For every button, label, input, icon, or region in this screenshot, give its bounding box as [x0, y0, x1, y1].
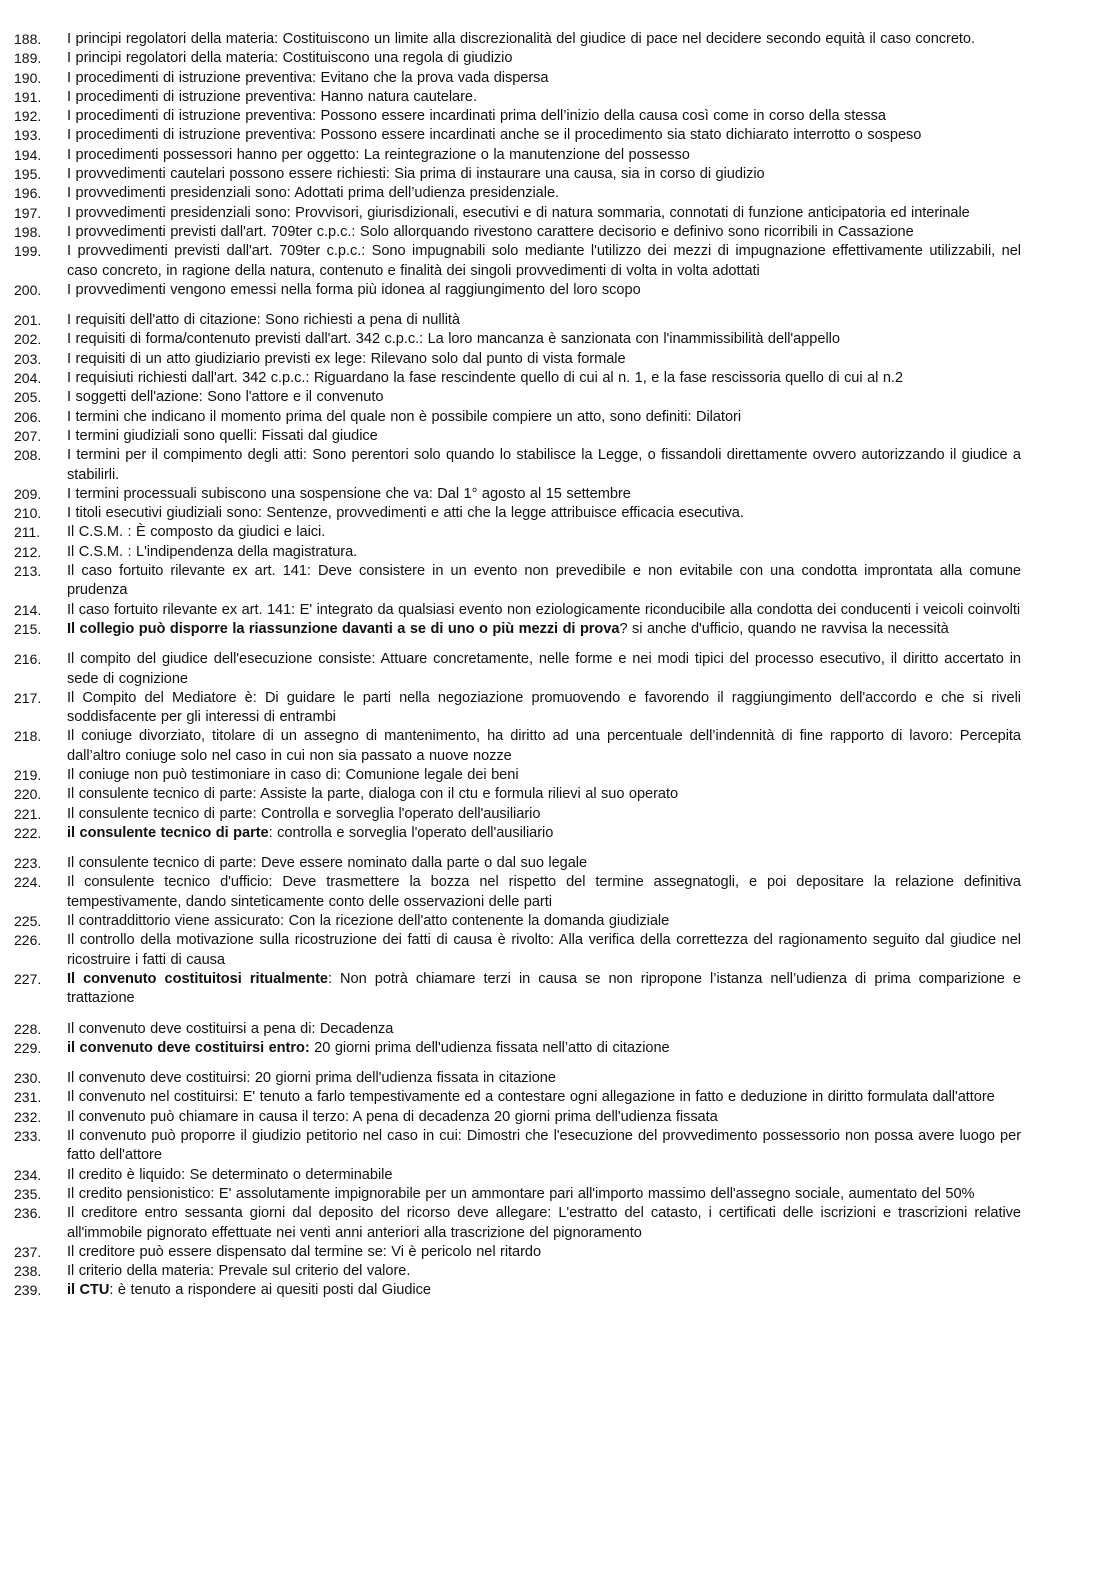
- item-plain-text: Il caso fortuito rilevante ex art. 141: E' integrato da qualsiasi evento non eziologicamente riconducibile alla condotta dei conducenti i veicoli coinvolti: [67, 601, 1021, 618]
- item-number: 226.: [14, 932, 42, 949]
- list-item: [0, 107, 1116, 126]
- item-number: 223.: [14, 855, 42, 872]
- item-text: [67, 388, 1021, 407]
- list-item: [0, 427, 1116, 446]
- item-text: [67, 824, 1021, 843]
- list-item: [0, 689, 1116, 728]
- item-number: 204.: [14, 370, 42, 387]
- item-bold-text: il CTU: [67, 1282, 110, 1299]
- item-plain-text: : Non potrà chiamare terzi in causa se non ripropone l’istanza nell’udienza di prima comparizione e trattazione: [67, 970, 1022, 1007]
- item-text: [67, 69, 1021, 88]
- item-number: 234.: [14, 1166, 42, 1183]
- list-item: [0, 88, 1116, 107]
- list-item: [0, 1039, 1116, 1058]
- item-number: 233.: [14, 1128, 42, 1145]
- item-number: 200.: [14, 281, 42, 298]
- item-plain-text: I termini giudiziali sono quelli: Fissati dal giudice: [67, 427, 378, 444]
- list-item: [0, 931, 1116, 970]
- item-plain-text: Il caso fortuito rilevante ex art. 141: Deve consistere in un evento non prevedibile e non evitabile con una condotta improntata alla comune prudenza: [67, 563, 1021, 599]
- item-text: [67, 1281, 1021, 1300]
- item-plain-text: Il contraddittorio viene assicurato: Con la ricezione dell'atto contenente la domanda giudiziale: [67, 913, 670, 930]
- item-plain-text: I procedimenti di istruzione preventiva: Evitano che la prova vada dispersa: [67, 69, 549, 86]
- item-text: [67, 523, 1021, 542]
- item-plain-text: Il convenuto deve costituirsi: 20 giorni prima dell'udienza fissata in citazione: [67, 1070, 556, 1087]
- item-plain-text: I principi regolatori della materia: Costituiscono una regola di giudizio: [67, 50, 513, 67]
- item-number: 230.: [14, 1070, 42, 1087]
- item-number: 225.: [14, 913, 42, 930]
- list-item: [0, 1166, 1116, 1185]
- item-plain-text: I requisiti di forma/contenuto previsti dall'art. 342 c.p.c.: La loro mancanza è sanzionata con l'inammissibilità dell'appello: [67, 331, 840, 348]
- item-text: [67, 30, 1021, 49]
- item-number: 189.: [14, 50, 42, 67]
- item-text: [67, 427, 1021, 446]
- item-number: 211.: [14, 524, 41, 541]
- item-number: 237.: [14, 1243, 42, 1260]
- item-number: 190.: [14, 69, 42, 86]
- item-text: [67, 184, 1021, 203]
- item-number: 239.: [14, 1282, 42, 1299]
- item-number: 238.: [14, 1263, 42, 1280]
- item-text: [67, 620, 1021, 639]
- item-plain-text: I procedimenti di istruzione preventiva: Hanno natura cautelare.: [67, 88, 477, 105]
- item-text: [67, 126, 1021, 145]
- item-number: 199.: [14, 243, 42, 260]
- item-number: 212.: [14, 543, 42, 560]
- item-plain-text: Il compito del giudice dell'esecuzione consiste: Attuare concretamente, nelle forme e nei modi tipici del processo esecutivo, il diritto accertato in sede di cognizione: [67, 651, 1021, 687]
- item-plain-text: Il creditore entro sessanta giorni dal deposito del ricorso deve allegare: L'estratto del catasto, i certificati delle iscrizioni e trascrizioni relative all'immobile pignorato effettuate nei venti anni anteriori alla trascrizione del pignoramento: [67, 1205, 1021, 1241]
- item-plain-text: Il convenuto deve costituirsi a pena di: Decadenza: [67, 1020, 394, 1037]
- item-text: [67, 504, 1021, 523]
- list-item: [0, 727, 1116, 766]
- item-text: [67, 727, 1021, 766]
- item-plain-text: Il controllo della motivazione sulla ricostruzione dei fatti di causa è rivolto: Alla verifica della correttezza del ragionamento seguito dal giudice nel ricostruire i fatti di causa: [67, 932, 1021, 968]
- item-number: 236.: [14, 1205, 42, 1222]
- item-plain-text: I provvedimenti presidenziali sono: Adottati prima dell’udienza presidenziale.: [67, 185, 560, 202]
- item-plain-text: ? si anche d'ufficio, quando ne ravvisa la necessità: [619, 620, 949, 637]
- list-item: [0, 311, 1116, 330]
- list-item: [0, 562, 1116, 601]
- item-number: 227.: [14, 970, 42, 987]
- list-item: [0, 330, 1116, 349]
- item-plain-text: Il consulente tecnico d'ufficio: Deve trasmettere la bozza nel rispetto del termine assegnatogli, e poi depositare la relazione definitiva tempestivamente, dando sinteticamente conto delle osservazioni delle parti: [67, 874, 1021, 910]
- item-text: [67, 1243, 1021, 1262]
- list-item: [0, 281, 1116, 300]
- item-number: 192.: [14, 108, 42, 125]
- item-number: 196.: [14, 185, 42, 202]
- item-plain-text: I provvedimenti presidenziali sono: Provvisori, giurisdizionali, esecutivi e di natura sommaria, connotati di funzione anticipatoria ed interinale: [67, 204, 970, 221]
- item-plain-text: I termini per il compimento degli atti: Sono perentori solo quando lo stabilisce la Legge, o fissandoli direttamente ovvero autorizzando il giudice a stabilirli.: [67, 447, 1021, 483]
- item-plain-text: Il criterio della materia: Prevale sul criterio del valore.: [67, 1263, 411, 1280]
- item-text: [67, 970, 1021, 1009]
- item-number: 207.: [14, 427, 42, 444]
- item-number: 220.: [14, 786, 42, 803]
- item-text: [67, 562, 1021, 601]
- document-page: [0, 30, 1116, 1301]
- item-plain-text: I provvedimenti cautelari possono essere richiesti: Sia prima di instaurare una causa, sia in corso di giudizio: [67, 166, 765, 183]
- list-item: [0, 146, 1116, 165]
- item-text: [67, 330, 1021, 349]
- item-number: 213.: [14, 563, 42, 580]
- item-text: [67, 146, 1021, 165]
- item-text: [67, 88, 1021, 107]
- item-number: 194.: [14, 146, 42, 163]
- item-number: 228.: [14, 1020, 42, 1037]
- list-item: [0, 369, 1116, 388]
- list-item: [0, 1262, 1116, 1281]
- item-text: [67, 1262, 1021, 1281]
- list-item: [0, 1020, 1116, 1039]
- item-text: [67, 1204, 1021, 1243]
- item-number: 195.: [14, 166, 42, 183]
- item-text: [67, 311, 1021, 330]
- item-text: [67, 650, 1021, 689]
- item-text: [67, 223, 1021, 242]
- item-text: [67, 1069, 1021, 1088]
- list-item: [0, 388, 1116, 407]
- item-number: 197.: [14, 204, 42, 221]
- list-item: [0, 620, 1116, 639]
- item-plain-text: I soggetti dell'azione: Sono l'attore e il convenuto: [67, 389, 384, 406]
- list-item: [0, 785, 1116, 804]
- list-item: [0, 223, 1116, 242]
- list-item: [0, 543, 1116, 562]
- item-number: 206.: [14, 408, 42, 425]
- list-item: [0, 350, 1116, 369]
- item-text: [67, 369, 1021, 388]
- item-plain-text: Il convenuto può proporre il giudizio petitorio nel caso in cui: Dimostri che l'esecuzione del provvedimento possessorio non possa avere luogo per fatto dell'attore: [67, 1128, 1021, 1164]
- item-plain-text: I termini che indicano il momento prima del quale non è possibile compiere un atto, sono definiti: Dilatori: [67, 408, 742, 425]
- item-number: 215.: [14, 620, 42, 637]
- item-text: [67, 873, 1021, 912]
- item-plain-text: I provvedimenti previsti dall'art. 709ter c.p.c.: Sono impugnabili solo mediante l'utilizzo dei mezzi di impugnazione effettivamente utilizzabili, nel caso concreto, in ragione della natura, contenuto e finalità dei singoli provvedimenti di volta in volta adottati: [67, 243, 1021, 279]
- list-item: [0, 1127, 1116, 1166]
- list-item: [0, 49, 1116, 68]
- item-plain-text: 20 giorni prima dell'udienza fissata nell’atto di citazione: [309, 1039, 670, 1056]
- list-item: [0, 1108, 1116, 1127]
- item-text: [67, 931, 1021, 970]
- item-number: 216.: [14, 651, 42, 668]
- item-plain-text: I procedimenti di istruzione preventiva: Possono essere incardinati prima dell’inizio della causa così come in corso della stessa: [67, 108, 886, 125]
- item-number: 191.: [14, 88, 42, 105]
- item-number: 198.: [14, 223, 42, 240]
- list-item: [0, 601, 1116, 620]
- item-plain-text: I procedimenti possessori hanno per oggetto: La reintegrazione o la manutenzione del possesso: [67, 146, 690, 163]
- list-item: [0, 650, 1116, 689]
- item-number: 214.: [14, 601, 42, 618]
- item-number: 219.: [14, 766, 42, 783]
- item-text: [67, 242, 1021, 281]
- item-number: 193.: [14, 127, 42, 144]
- item-text: [67, 1039, 1021, 1058]
- item-text: [67, 1108, 1021, 1127]
- item-text: [67, 543, 1021, 562]
- item-text: [67, 1185, 1021, 1204]
- item-number: 235.: [14, 1185, 42, 1202]
- item-plain-text: Il credito pensionistico: E' assolutamente impignorabile per un ammontare pari all'importo massimo dell'assegno sociale, aumentato del 50%: [67, 1185, 975, 1202]
- item-bold-text: il convenuto deve costituirsi entro:: [67, 1039, 310, 1056]
- list-item: [0, 165, 1116, 184]
- item-text: [67, 1020, 1021, 1039]
- item-bold-text: Il convenuto costituitosi ritualmente: [67, 970, 328, 987]
- item-number: 210.: [14, 505, 42, 522]
- item-number: 221.: [14, 805, 42, 822]
- item-plain-text: Il C.S.M. : È composto da giudici e laici.: [67, 524, 326, 541]
- list-item: [0, 1243, 1116, 1262]
- item-text: [67, 446, 1021, 485]
- item-text: [67, 107, 1021, 126]
- item-plain-text: Il credito è liquido: Se determinato o determinabile: [67, 1166, 393, 1183]
- item-text: [67, 601, 1021, 620]
- item-text: [67, 1166, 1021, 1185]
- list-item: [0, 912, 1116, 931]
- list-item: [0, 446, 1116, 485]
- item-plain-text: Il convenuto nel costituirsi: E' tenuto a farlo tempestivamente ed a contestare ogni allegazione in fatto e deduzione in diritto formulata dall'attore: [67, 1089, 995, 1106]
- item-plain-text: Il convenuto può chiamare in causa il terzo: A pena di decadenza 20 giorni prima dell'udienza fissata: [67, 1108, 718, 1125]
- item-plain-text: Il Compito del Mediatore è: Di guidare le parti nella negoziazione promuovendo e favorendo il raggiungimento dell'accordo e che si riveli soddisfacente per gli interessi di entrambi: [67, 689, 1021, 726]
- item-text: [67, 49, 1021, 68]
- list-item: [0, 766, 1116, 785]
- item-plain-text: I termini processuali subiscono una sospensione che va: Dal 1° agosto al 15 settembre: [67, 485, 631, 502]
- item-number: 229.: [14, 1039, 42, 1056]
- list-item: [0, 970, 1116, 1009]
- item-text: [67, 165, 1021, 184]
- item-bold-text: il consulente tecnico di parte: [67, 824, 269, 841]
- list-item: [0, 854, 1116, 873]
- item-number: 232.: [14, 1108, 42, 1125]
- item-number: 209.: [14, 485, 42, 502]
- item-plain-text: I requisiuti richiesti dall'art. 342 c.p.c.: Riguardano la fase rescindente quello di cui al n. 1, e la fase rescissoria quello di cui al n.2: [67, 370, 903, 387]
- list-item: [0, 873, 1116, 912]
- item-plain-text: : controlla e sorveglia l'operato dell'ausiliario: [268, 824, 554, 841]
- list-item: [0, 1281, 1116, 1300]
- item-text: [67, 485, 1021, 504]
- item-plain-text: I requisiti di un atto giudiziario previsti ex lege: Rilevano solo dal punto di vista formale: [67, 350, 626, 367]
- item-plain-text: Il creditore può essere dispensato dal termine se: Vi è pericolo nel ritardo: [67, 1243, 542, 1260]
- list-item: [0, 1088, 1116, 1107]
- list-item: [0, 504, 1116, 523]
- list-item: [0, 485, 1116, 504]
- item-plain-text: I requisiti dell'atto di citazione: Sono richiesti a pena di nullità: [67, 312, 460, 329]
- item-number: 205.: [14, 389, 42, 406]
- list-item: [0, 805, 1116, 824]
- item-plain-text: I procedimenti di istruzione preventiva: Possono essere incardinati anche se il procedimento sia stato dichiarato interrotto o sospeso: [67, 127, 922, 144]
- list-item: [0, 69, 1116, 88]
- list-item: [0, 30, 1116, 49]
- item-number: 231.: [14, 1089, 42, 1106]
- item-plain-text: Il C.S.M. : L'indipendenza della magistratura.: [67, 543, 358, 560]
- item-number: 218.: [14, 728, 42, 745]
- item-plain-text: I principi regolatori della materia: Costituiscono un limite alla discrezionalità del giudice di pace nel decidere secondo equità il caso concreto.: [67, 31, 975, 47]
- item-plain-text: Il coniuge non può testimoniare in caso di: Comunione legale dei beni: [67, 766, 519, 783]
- item-text: [67, 281, 1021, 300]
- item-number: 202.: [14, 331, 42, 348]
- item-number: 222.: [14, 824, 42, 841]
- item-text: [67, 1127, 1021, 1166]
- item-plain-text: Il coniuge divorziato, titolare di un assegno di mantenimento, ha diritto ad una percentuale dell’indennità di fine rapporto di lavoro: Percepita dall’altro coniuge solo nel caso in cui non sia passato a nuove nozze: [67, 728, 1021, 764]
- list-item: [0, 242, 1116, 281]
- item-plain-text: I provvedimenti previsti dall'art. 709ter c.p.c.: Solo allorquando rivestono carattere decisorio e definivo sono ricorribili in Cassazione: [67, 223, 914, 240]
- item-number: 203.: [14, 350, 42, 367]
- item-text: [67, 766, 1021, 785]
- list-item: [0, 184, 1116, 203]
- list-item: [0, 1204, 1116, 1243]
- item-plain-text: Il consulente tecnico di parte: Controlla e sorveglia l'operato dell'ausiliario: [67, 805, 541, 822]
- list-item: [0, 408, 1116, 427]
- item-number: 217.: [14, 689, 42, 706]
- item-text: [67, 805, 1021, 824]
- list-item: [0, 1069, 1116, 1088]
- item-plain-text: I provvedimenti vengono emessi nella forma più idonea al raggiungimento del loro scopo: [67, 281, 641, 298]
- item-text: [67, 204, 1021, 223]
- item-plain-text: Il consulente tecnico di parte: Deve essere nominato dalla parte o dal suo legale: [67, 855, 588, 872]
- item-plain-text: I titoli esecutivi giudiziali sono: Sentenze, provvedimenti e atti che la legge attribuisce efficacia esecutiva.: [67, 505, 744, 522]
- item-text: [67, 1088, 1021, 1107]
- item-text: [67, 350, 1021, 369]
- list-item: [0, 1185, 1116, 1204]
- item-plain-text: Il consulente tecnico di parte: Assiste la parte, dialoga con il ctu e formula rilievi al suo operato: [67, 786, 679, 803]
- list-item: [0, 126, 1116, 145]
- item-number: 201.: [14, 312, 42, 329]
- item-number: 224.: [14, 874, 42, 891]
- item-plain-text: : è tenuto a rispondere ai quesiti posti dal Giudice: [109, 1282, 431, 1299]
- item-number: 188.: [14, 31, 42, 47]
- list-item: [0, 523, 1116, 542]
- list-item: [0, 824, 1116, 843]
- item-text: [67, 854, 1021, 873]
- item-text: [67, 785, 1021, 804]
- item-text: [67, 689, 1021, 728]
- item-text: [67, 408, 1021, 427]
- list-item: [0, 204, 1116, 223]
- item-number: 208.: [14, 447, 42, 464]
- item-text: [67, 912, 1021, 931]
- item-bold-text: Il collegio può disporre la riassunzione davanti a se di uno o più mezzi di prova: [67, 620, 620, 637]
